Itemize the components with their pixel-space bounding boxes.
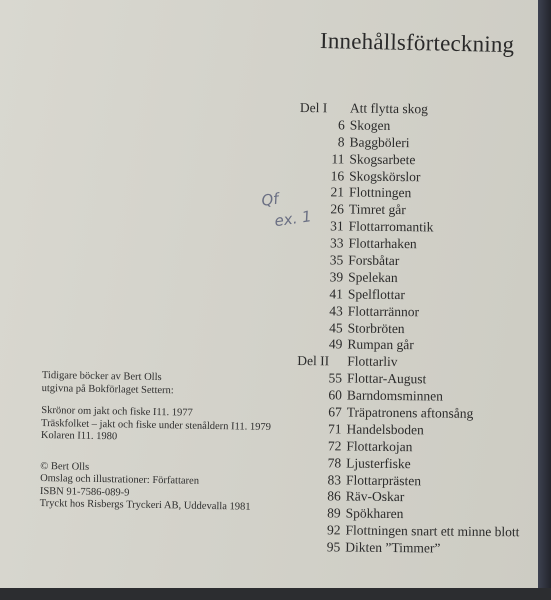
toc-page-number: 60 bbox=[328, 387, 342, 403]
toc-page-number: 11 bbox=[331, 151, 345, 167]
toc-chapter-title: Flottarrännor bbox=[347, 303, 420, 319]
toc-page-number: Del I bbox=[299, 100, 328, 116]
toc-chapter-title: Flottarprästen bbox=[345, 472, 422, 488]
table-of-contents bbox=[293, 100, 538, 559]
book-cover-edge bbox=[538, 0, 551, 600]
toc-page-number: 43 bbox=[329, 303, 343, 319]
toc-chapter-title: Skogsarbete bbox=[349, 151, 416, 167]
toc-page-number: 92 bbox=[326, 522, 341, 538]
toc-chapter-title: Flottarromantik bbox=[348, 218, 434, 235]
toc-chapter-title: Handelsboden bbox=[346, 421, 424, 438]
handwritten-note-line: Qf bbox=[260, 189, 280, 210]
previous-book: Träskfolket – jakt och fiske under stenåldern I11. 1979 bbox=[40, 417, 272, 433]
toc-chapter-title: Dikten ”Timmer” bbox=[345, 539, 441, 556]
toc-page-number: 83 bbox=[327, 471, 342, 488]
toc-chapter-title: Träpatronens aftonsång bbox=[346, 404, 474, 421]
toc-chapter-title: Flottningen bbox=[348, 184, 412, 201]
previous-books-publisher: utgivna på Bokförlaget Settern: bbox=[41, 382, 174, 396]
handwritten-note bbox=[260, 183, 313, 233]
toc-chapter-title: Ljusterfiske bbox=[346, 455, 411, 471]
toc-page-number: 71 bbox=[327, 421, 342, 437]
toc-page-number: 16 bbox=[330, 167, 345, 184]
toc-page-number: 55 bbox=[328, 370, 343, 386]
toc-chapter-title: Spökharen bbox=[345, 505, 404, 522]
toc-chapter-title: Att flytta skog bbox=[349, 100, 428, 117]
toc-chapter-title: Barndomsminnen bbox=[346, 387, 443, 404]
toc-page-number: 67 bbox=[328, 404, 342, 420]
handwritten-note-line: ex. 1 bbox=[273, 207, 313, 231]
toc-page-number: Del II bbox=[297, 353, 330, 369]
toc-chapter-title: Räv-Oskar bbox=[345, 489, 405, 505]
toc-chapter-title: Spelekan bbox=[348, 269, 398, 285]
toc-chapter-title: Spelflottar bbox=[347, 286, 406, 302]
toc-page-number: 31 bbox=[330, 218, 344, 234]
toc-chapter-title: Storbröten bbox=[347, 320, 405, 336]
toc-page-number: 41 bbox=[329, 286, 344, 302]
toc-page-number: 95 bbox=[326, 539, 341, 555]
toc-page-number: 26 bbox=[330, 201, 344, 217]
publication-info bbox=[40, 370, 282, 515]
toc-chapter-title: Flottningen snart ett minne blott bbox=[345, 522, 520, 540]
toc-page-number: 49 bbox=[328, 336, 343, 352]
toc-page-number: 35 bbox=[329, 252, 344, 268]
toc-chapter-title: Timret går bbox=[348, 201, 406, 218]
previous-books-heading: Tidigare böcker av Bert Olls bbox=[41, 370, 162, 384]
page-title: Innehållsförteckning bbox=[319, 28, 515, 58]
toc-page-number: 33 bbox=[329, 235, 344, 251]
toc-page-number: 89 bbox=[327, 505, 341, 521]
isbn: ISBN 91-7586-089-9 bbox=[39, 485, 130, 499]
toc-page-number: 72 bbox=[327, 438, 342, 454]
previous-book: Skrönor om jakt och fiske I11. 1977 bbox=[41, 404, 193, 419]
toc-chapter-title: Rumpan går bbox=[347, 337, 414, 353]
toc-chapter-title: Flottar-August bbox=[347, 370, 427, 387]
toc-chapter-title: Baggböleri bbox=[349, 134, 410, 150]
toc-chapter-title: Skogskörslor bbox=[349, 168, 421, 184]
toc-page-number: 45 bbox=[329, 319, 343, 336]
toc-page-number: 6 bbox=[337, 117, 345, 133]
toc-chapter-title: Flottarhaken bbox=[348, 235, 417, 252]
copyright: © Bert Olls bbox=[40, 460, 90, 473]
toc-page-number: 39 bbox=[329, 269, 344, 285]
toc-page-number: 21 bbox=[330, 184, 345, 200]
book-bottom-edge bbox=[0, 588, 551, 600]
toc-page-number: 8 bbox=[337, 134, 345, 150]
illustrations-credit: Omslag och illustrationer: Författaren bbox=[40, 472, 200, 487]
toc-entry bbox=[293, 539, 533, 558]
toc-chapter-title: Flottarliv bbox=[347, 353, 398, 370]
toc-chapter-title: Flottarkojan bbox=[346, 438, 413, 455]
toc-page-number: 78 bbox=[327, 455, 342, 471]
toc-chapter-title: Forsbåtar bbox=[348, 252, 400, 269]
toc-chapter-title: Skogen bbox=[349, 117, 391, 133]
printer-credit: Tryckt hos Risbergs Tryckeri AB, Uddevalla 1981 bbox=[39, 497, 251, 513]
previous-book: Kolaren I11. 1980 bbox=[40, 429, 118, 443]
toc-page-number: 86 bbox=[327, 488, 341, 504]
